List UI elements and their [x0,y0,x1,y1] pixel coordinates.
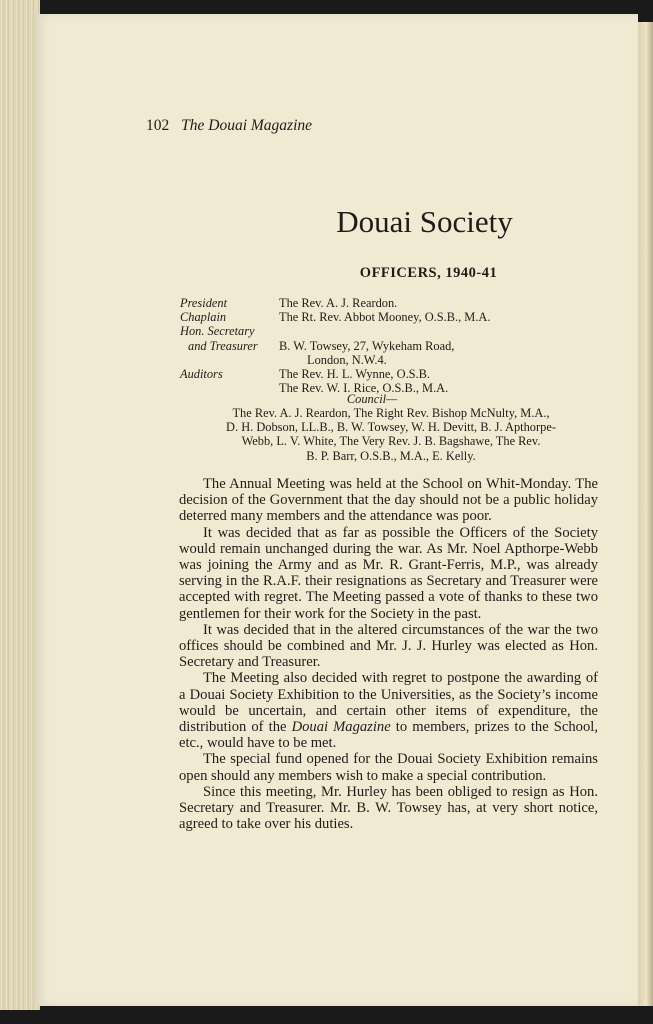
officer-role: Auditors [180,367,223,382]
officer-name: The Rev. H. L. Wynne, O.S.B. [279,367,431,382]
officer-role: Hon. Secretary [180,324,255,339]
council-label: Council— [346,392,398,406]
officer-row-secretary-role [180,324,600,338]
officer-name: The Rt. Rev. Abbot Mooney, O.S.B., M.A. [279,310,491,325]
article-title: Douai Society [336,204,513,239]
officer-row-secretary [180,339,600,353]
article-body [179,476,598,832]
officer-name: The Rev. A. J. Reardon. [279,296,398,310]
paragraph: It was decided that as far as possible the Officers of the Society would remain unchanged during the war. As Mr. Noel Apthorpe-Webb was joining the Army and as Mr. R. Grant-Ferris, M.P., was already serving in the R.A.F. their resignations as Secretary and Treasurer were accepted with regret. The Meeting passed a vote of thanks to these two gentlemen for their work for the Society in the past. [179,524,598,622]
officer-row-chaplain [180,310,600,324]
officer-role: President [180,296,228,310]
paragraph-text: to members, prizes to the School, etc., would have to be met. [179,719,598,752]
council-line: Webb, L. V. White, The Very Rev. J. B. Bagshawe, The Rev. [241,434,541,449]
paragraph: Since this meeting, Mr. Hurley has been obliged to resign as Hon. Secretary and Treasurer. Mr. B. W. Towsey has, at very short notice, agreed to take over his duties. [179,783,598,833]
paragraph-text: The Meeting also decided with regret to postpone the awarding of a Douai Society Exhibition to the Universities, as the Society’s income would be uncertain, and certain other items of expenditure, the distribution of the [179,670,598,736]
book-page-edges-left [0,0,40,1010]
officers-heading: OFFICERS, 1940-41 [359,265,498,281]
officer-role: Chaplain [180,310,227,325]
magazine-name: Douai Magazine [291,719,391,736]
officer-role: and Treasurer [188,338,258,353]
officer-row-auditors [180,367,600,381]
officer-name: The Rev. W. I. Rice, O.S.B., M.A. [279,381,449,396]
council-line: The Rev. A. J. Reardon, The Right Rev. Bishop McNulty, M.A., [232,406,550,420]
page-number: 102 [146,117,170,134]
council-line: D. H. Dobson, LL.B., B. W. Towsey, W. H. Devitt, B. J. Apthorpe- [226,420,556,435]
book-page-edges-right [636,22,653,1006]
officers-list [180,296,600,395]
officer-name: B. W. Towsey, 27, Wykeham Road, [279,338,455,353]
book-page [36,14,638,1006]
paragraph: It was decided that in the altered circumstances of the war the two offices should be combined and Mr. J. J. Hurley was elected as Hon. Secretary and Treasurer. [179,621,598,671]
paragraph: The Annual Meeting was held at the School on Whit-Monday. The decision of the Government that the day should not be a public holiday deterred many members and the attendance was poor. [179,476,598,525]
council-line: B. P. Barr, O.S.B., M.A., E. Kelly. [306,448,476,463]
running-header-title: The Douai Magazine [181,117,313,134]
council-list [186,406,596,463]
officer-row-president [180,296,600,310]
paragraph [179,670,598,751]
officer-address: London, N.W.4. [307,352,387,367]
paragraph: The special fund opened for the Douai Society Exhibition remains open should any members wish to make a special contribution. [179,751,598,784]
running-header [146,117,312,135]
